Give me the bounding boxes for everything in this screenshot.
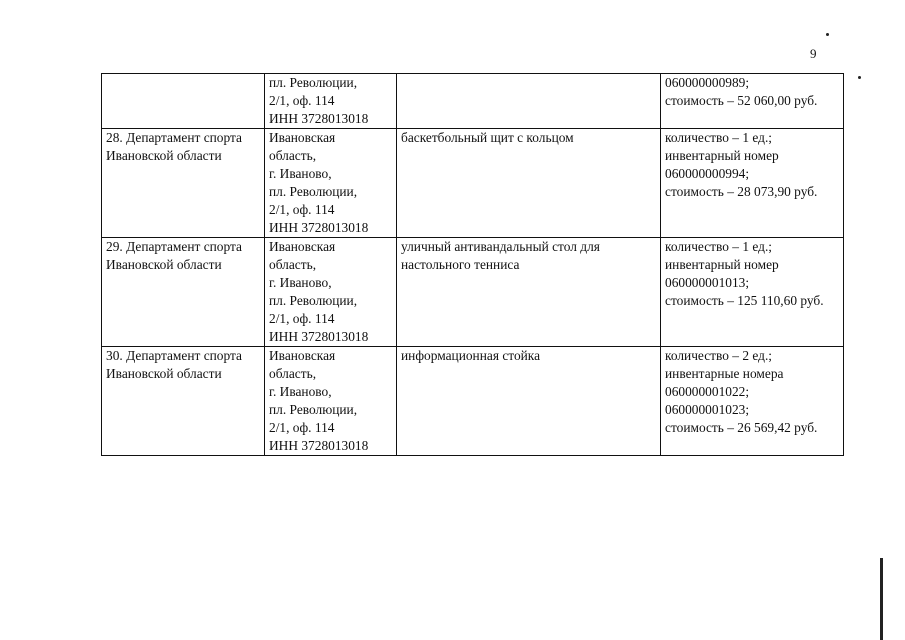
details-cell — [661, 129, 844, 238]
recipient-line: Ивановской области — [106, 148, 222, 163]
address-line: г. Иваново, — [269, 166, 332, 181]
details-line: стоимость – 26 569,42 руб. — [665, 420, 818, 435]
address-line: ИНН 3728013018 — [269, 329, 369, 344]
scan-speck-top — [826, 33, 829, 36]
details-line: 060000001013; — [665, 275, 750, 290]
item-line: информационная стойка — [401, 348, 541, 363]
address-cell — [265, 129, 397, 238]
scan-speck-right — [858, 76, 861, 79]
item-cell — [397, 129, 661, 238]
recipient-line: 30. Департамент спорта — [106, 348, 242, 363]
details-cell — [661, 238, 844, 347]
address-cell — [265, 347, 397, 456]
address-line: область, — [269, 148, 317, 163]
address-line: Ивановская — [269, 239, 336, 254]
address-line: ИНН 3728013018 — [269, 438, 369, 453]
details-line: 060000000989; — [665, 75, 750, 90]
address-line: Ивановская — [269, 130, 336, 145]
address-line: пл. Революции, — [269, 75, 358, 90]
recipient-cell — [102, 238, 265, 347]
page-number: 9 — [810, 46, 817, 61]
address-line: область, — [269, 366, 317, 381]
recipient-line: Ивановской области — [106, 257, 222, 272]
table-row — [102, 74, 844, 129]
details-line: 060000001023; — [665, 402, 750, 417]
item-line: уличный антивандальный стол для — [401, 239, 600, 254]
details-line: стоимость – 125 110,60 руб. — [665, 293, 824, 308]
details-line: количество – 1 ед.; — [665, 130, 773, 145]
recipient-line: Ивановской области — [106, 366, 222, 381]
details-line: стоимость – 28 073,90 руб. — [665, 184, 818, 199]
details-line: 060000001022; — [665, 384, 750, 399]
details-line: инвентарные номера — [665, 366, 784, 381]
address-line: г. Иваново, — [269, 275, 332, 290]
table-row — [102, 238, 844, 347]
item-cell — [397, 74, 661, 129]
item-line: настольного тенниса — [401, 257, 520, 272]
address-line: пл. Революции, — [269, 402, 358, 417]
details-line: количество – 1 ед.; — [665, 239, 773, 254]
details-line: инвентарный номер — [665, 257, 779, 272]
address-cell — [265, 74, 397, 129]
address-line: ИНН 3728013018 — [269, 111, 369, 126]
property-transfer-table — [101, 73, 844, 456]
address-line: г. Иваново, — [269, 384, 332, 399]
details-line: 060000000994; — [665, 166, 750, 181]
address-line: 2/1, оф. 114 — [269, 93, 335, 108]
recipient-line: 28. Департамент спорта — [106, 130, 242, 145]
details-cell — [661, 347, 844, 456]
table-row — [102, 129, 844, 238]
scan-edge-bar — [880, 558, 883, 640]
address-line: ИНН 3728013018 — [269, 220, 369, 235]
address-line: область, — [269, 257, 317, 272]
item-cell — [397, 238, 661, 347]
details-cell — [661, 74, 844, 129]
address-cell — [265, 238, 397, 347]
recipient-cell — [102, 74, 265, 129]
details-line: стоимость – 52 060,00 руб. — [665, 93, 818, 108]
address-line: пл. Революции, — [269, 293, 358, 308]
details-line: количество – 2 ед.; — [665, 348, 773, 363]
recipient-cell — [102, 347, 265, 456]
item-cell — [397, 347, 661, 456]
details-line: инвентарный номер — [665, 148, 779, 163]
table-row — [102, 347, 844, 456]
address-line: 2/1, оф. 114 — [269, 420, 335, 435]
address-line: 2/1, оф. 114 — [269, 311, 335, 326]
address-line: Ивановская — [269, 348, 336, 363]
address-line: пл. Революции, — [269, 184, 358, 199]
address-line: 2/1, оф. 114 — [269, 202, 335, 217]
recipient-line: 29. Департамент спорта — [106, 239, 242, 254]
item-line: баскетбольный щит с кольцом — [401, 130, 574, 145]
recipient-cell — [102, 129, 265, 238]
